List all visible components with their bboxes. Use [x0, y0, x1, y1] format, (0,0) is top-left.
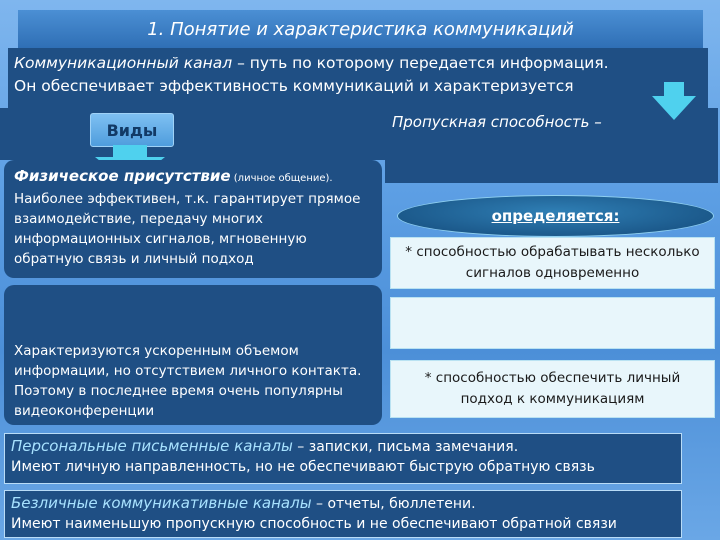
- capacity-heading: Пропускная способность –: [392, 113, 602, 131]
- strip2-head-rest: – отчеты, бюллетени.: [311, 496, 476, 512]
- card2-body: Характеризуются ускоренным объемом информации, но отсутствием личного контакта. Поэтому в последнее время очень популярны видеоконференции: [14, 343, 362, 419]
- intro-line2: Он обеспечивает эффективность коммуникаций и характеризуется: [14, 77, 574, 95]
- strip2-head: Безличные коммуникативные каналы: [11, 494, 312, 512]
- strip1-head-rest: – записки, письма замечания.: [292, 439, 519, 455]
- card1-body: Наиболее эффективен, т.к. гарантирует прямое взаимодействие, передачу многих информационных сигналов, мгновенную обратную связь и личный подход: [14, 191, 361, 267]
- capacity-box-2: [390, 297, 715, 349]
- card-physical-presence: [4, 160, 382, 278]
- personal-written-channels: [4, 433, 682, 484]
- strip2-body: Имеют наименьшую пропускную способность и не обеспечивают обратной связи: [11, 516, 617, 532]
- types-panel: [0, 108, 385, 160]
- card1-lead: Физическое присутствие: [14, 167, 231, 185]
- intro-line1: – путь по которому передается информация.: [232, 54, 609, 72]
- defined-by-oval[interactable]: определяется:: [397, 195, 714, 237]
- card-electronic-channels: [4, 285, 382, 425]
- slide-title: 1. Понятие и характеристика коммуникаций: [18, 10, 703, 48]
- capacity-box-3: * способностью обеспечить личный подход к коммуникациям: [390, 360, 715, 418]
- intro-term: Коммуникационный канал: [14, 54, 233, 72]
- intro-text: [8, 48, 708, 108]
- strip1-head: Персональные письменные каналы: [11, 437, 293, 455]
- impersonal-channels: [4, 490, 682, 538]
- types-button[interactable]: Виды: [90, 113, 174, 147]
- capacity-box-1: * способностью обрабатывать несколько сигналов одновременно: [390, 237, 715, 289]
- card1-small: (личное общение).: [230, 173, 333, 184]
- arrow-down-icon: [652, 82, 696, 120]
- strip1-body: Имеют личную направленность, но не обеспечивают быструю обратную связь: [11, 459, 595, 475]
